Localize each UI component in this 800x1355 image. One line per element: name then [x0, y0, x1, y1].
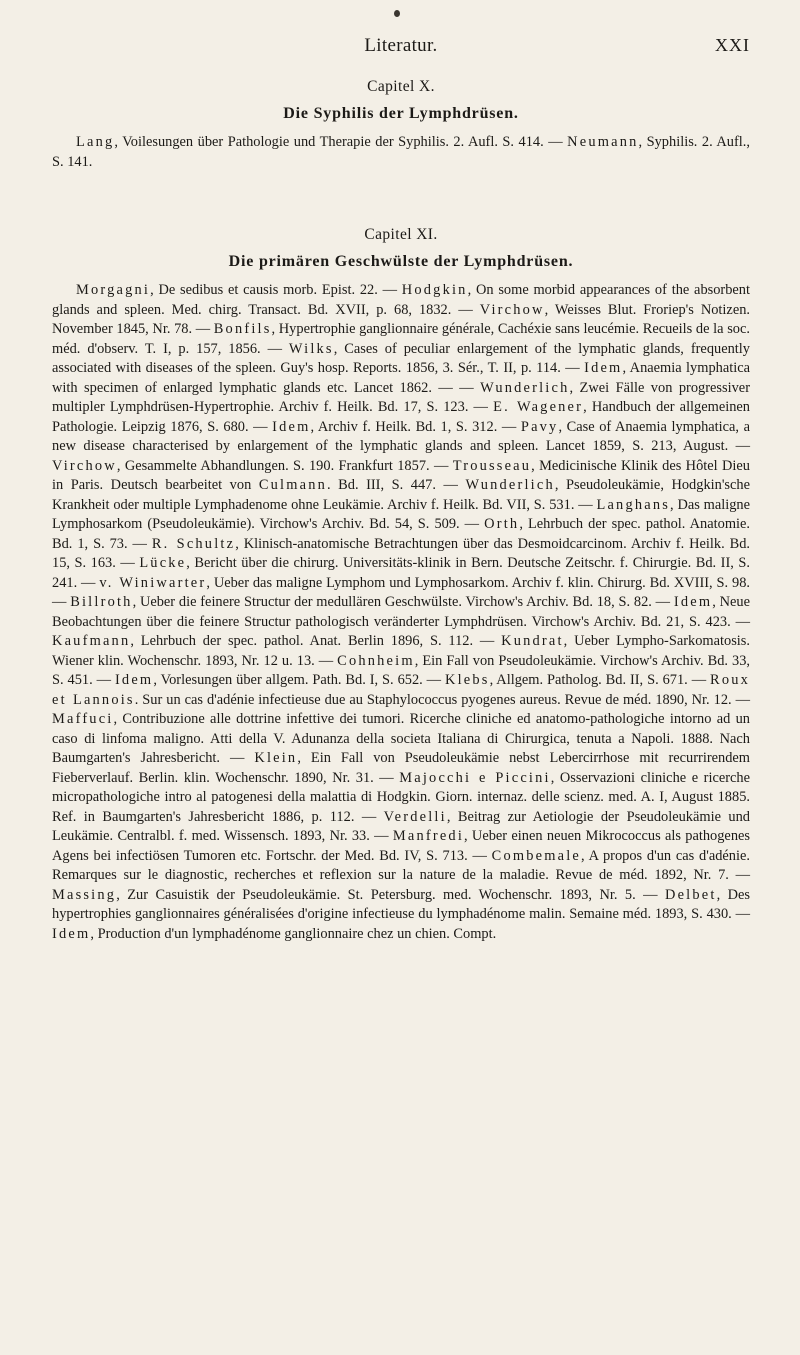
- ref-author: Idem: [272, 418, 311, 435]
- ref-author: Virchow: [479, 301, 545, 318]
- ref-citation: , Ueber Lympho-Sarkomatosis. Wiener klin. Wochenschr. 1893, Nr. 12 u. 13. —: [52, 633, 750, 669]
- ref-author: Klein: [254, 750, 298, 766]
- ref-author: Virchow: [52, 457, 117, 474]
- ref-author: Wunderlich: [465, 477, 555, 493]
- ref-citation: , Medicinische Klinik des Hôtel Dieu in Paris. Deutsch bearbeitet von: [52, 457, 750, 493]
- ref-citation: , Weisses Blut. Froriep's Notizen. November 1845, Nr. 78. —: [52, 301, 750, 337]
- ref-citation: , Pseudoleukämie, Hodgkin'sche Krankheit oder multiple Lymphadenome ohne Leukämie. Archiv f. Heilk. Bd. VII, S. 531. —: [52, 477, 750, 513]
- ref-citation: , Voilesungen über Pathologie und Therapie der Syphilis. 2. Aufl. S. 414. —: [114, 134, 568, 150]
- ref-author: Bonfils: [213, 321, 272, 337]
- ref-citation: , Handbuch der allgemeinen Pathologie. Leipzig 1876, S. 680. —: [52, 399, 750, 435]
- ref-citation: , Zwei Fälle von progressiver multipler Lymphdrüsen-Hypertrophie. Archiv f. Heilk. Bd. 17, S. 123. —: [52, 379, 750, 415]
- ref-citation: . Bd. III, S. 447. —: [327, 477, 466, 493]
- ref-author: Wunderlich: [480, 379, 570, 396]
- ref-author: Verdelli: [383, 808, 447, 825]
- ref-author: Billroth: [70, 594, 133, 610]
- ref-citation: , Bericht über die chirurg. Universitäts-klinik in Bern. Deutsche Zeitschr. f. Chirurgie. Bd. II, S. 241. —: [52, 555, 750, 591]
- ref-citation: , Des hypertrophies ganglionnaires généralisées d'origine infectieuse du lymphadénome malin. Semaine méd. 1893, S. 430. —: [52, 886, 750, 922]
- chapter-title: Die Syphilis der Lymphdrüsen.: [283, 105, 519, 122]
- ref-citation: , Archiv f. Heilk. Bd. 1, S. 312. —: [310, 418, 521, 435]
- ref-author: Cohnheim: [337, 652, 415, 669]
- ref-author: Hodgkin: [401, 282, 468, 298]
- ref-citation: , Ueber das maligne Lymphom und Lymphosarkom. Archiv f. klin. Chirurg. Bd. XVIII, S. 98. —: [52, 574, 750, 610]
- ref-author: Klebs: [445, 672, 490, 688]
- ref-citation: , De sedibus et causis morb. Epist. 22. —: [150, 282, 402, 298]
- reference-list: [52, 281, 750, 944]
- ref-citation: , Lehrbuch der spec. pathol. Anatomie. Bd. 1, S. 73. —: [52, 516, 750, 552]
- reference-list: [52, 133, 750, 172]
- chapter-xi: [52, 200, 750, 944]
- ref-citation: , Allgem. Patholog. Bd. II, S. 671. —: [489, 672, 711, 688]
- ref-author: Idem: [673, 594, 713, 610]
- ref-citation: , Vorlesungen über allgem. Path. Bd. I, S. 652. —: [153, 672, 445, 688]
- chapter-title: Die primären Geschwülste der Lymphdrüsen.: [228, 253, 574, 270]
- ref-citation: , Ueber einen neuen Mikrococcus als pathogenes Agens bei infectiösen Tumoren etc. Fortschr. der Med. Bd. IV, S. 713. —: [52, 828, 751, 864]
- chapter-x: [52, 60, 750, 172]
- ref-citation: , Gesammelte Abhandlungen. S. 190. Frankfurt 1857. —: [116, 457, 453, 474]
- ref-citation: , Neue Beobachtungen über die feinere Structur pathologisch veränderter Lymphdrüsen. Virchow's Archiv. Bd. 21, S. 423. —: [52, 594, 750, 630]
- ref-author: Morgagni: [76, 282, 151, 298]
- ref-author: Pavy: [520, 418, 559, 435]
- ref-citation: , Contribuzione alle dottrine infettive dei tumori. Ricerche cliniche ed anatomo-pathologiche intorno ad un caso di linfoma maligno. Atti della V. Adunanza della societa Italiana di Chirurgica, tenuta a Napoli. 1888. Nach Baumgarten's Jahresbericht. —: [52, 711, 750, 766]
- ref-author: Idem: [52, 925, 91, 942]
- ref-author: E. Wagener: [493, 399, 584, 415]
- ref-author: Massing: [52, 886, 117, 903]
- ref-citation: , Beitrag zur Aetiologie der Pseudoleukämie und Leukämie. Centralbl. f. med. Wissensch. 1893, Nr. 33. —: [52, 808, 750, 844]
- ref-citation: , Syphilis. 2. Aufl., S. 141.: [52, 134, 750, 170]
- ref-citation: , Das maligne Lymphosarkom (Pseudoleukämie). Virchow's Archiv. Bd. 54, S. 509. —: [52, 496, 750, 532]
- page-number: XXI: [715, 35, 750, 55]
- ref-citation: , Production d'un lymphadénome ganglionnaire chez un chien. Compt.: [90, 925, 497, 942]
- ref-citation: , Cases of peculiar enlargement of the lymphatic glands, frequently associated with diseases of the spleen. Guy's hosp. Reports. 1856, 3. Sér., T. II, p. 114. —: [52, 340, 750, 376]
- ref-citation: , Ein Fall von Pseudoleukämie nebst Lebercirrhose mit recurrirendem Fieberverlauf. Berlin. klin. Wochenschr. 1890, Nr. 31. —: [52, 750, 750, 786]
- ref-citation: , Ein Fall von Pseudoleukämie. Virchow's Archiv. Bd. 33, S. 451. —: [52, 652, 750, 688]
- ref-citation: , Case of Anaemia lymphatica, a new disease characterised by enlargement of the lymphatic glands and spleen. Lancet 1859, S. 213, August. —: [52, 418, 750, 454]
- ref-author: Culmann: [258, 477, 327, 493]
- ref-author: Manfredi: [392, 828, 465, 844]
- ref-author: Wilks: [288, 340, 334, 357]
- ref-author: Majocchi e Piccini: [399, 769, 551, 786]
- ref-author: Lücke: [139, 555, 187, 571]
- ref-citation: , On some morbid appearances of the absorbent glands and spleen. Med. chirg. Transact. Bd. XVII, p. 68, 1832. —: [52, 282, 751, 318]
- ref-author: Trousseau: [452, 457, 532, 474]
- ref-author: Lang: [76, 134, 115, 150]
- ref-author: Langhans: [596, 496, 671, 513]
- ref-citation: , Lehrbuch der spec. pathol. Anat. Berlin 1896, S. 112. —: [130, 633, 502, 649]
- ref-author: Orth: [484, 516, 520, 532]
- ref-citation: , A propos d'un cas d'adénie. Remarques sur le diagnostic, recherches et reflexion sur la nature de la maladie. Revue de méd. 1892, Nr. 7. —: [52, 847, 750, 883]
- running-title: Literatur.: [364, 35, 438, 56]
- chapter-label: Capitel XI.: [364, 226, 438, 243]
- ref-author: Delbet: [665, 886, 717, 903]
- ref-citation: , Osservazioni cliniche e ricerche micropathologiche intro al patogenesi della malattia di Hodgkin. Giorn. internaz. delle scienz. med. A. I, August 1885. Ref. in Baumgarten's Jahresbericht 1886, p. 112. —: [52, 769, 751, 825]
- ref-citation: , Anaemia lymphatica with specimen of enlarged lymphatic glands etc. Lancet 1862. — —: [52, 360, 750, 396]
- ref-author: Kundrat: [501, 633, 564, 649]
- ref-author: Roux et Lannois: [52, 672, 750, 708]
- ref-citation: , Hypertrophie ganglionnaire générale, Cachéxie sans leucémie. Recueils de la soc. méd. d'observ. T. I, p. 157, 1856. —: [52, 321, 750, 357]
- ref-author: Maffuci: [52, 711, 114, 727]
- ref-author: R. Schultz: [151, 535, 236, 552]
- ref-citation: , Zur Casuistik der Pseudoleukämie. St. Petersburg. med. Wochenschr. 1893, Nr. 5. —: [116, 886, 665, 903]
- chapter-label: Capitel X.: [367, 78, 435, 95]
- ref-citation: , Klinisch-anatomische Betrachtungen über das Desmoidcarcinom. Archiv f. Heilk. Bd. 15, S. 163. —: [52, 535, 750, 571]
- ref-author: Neumann: [567, 134, 639, 150]
- ref-citation: , Ueber die feinere Structur der medullären Geschwülste. Virchow's Archiv. Bd. 18, S. 82. —: [132, 594, 674, 610]
- running-head: [52, 0, 750, 60]
- ref-author: Kaufmann: [52, 633, 131, 649]
- ref-author: v. Winiwarter: [99, 574, 207, 591]
- ref-citation: . Sur un cas d'adénie infectieuse due au Staphylococcus pyogenes aureus. Revue de méd. 1890, Nr. 12. —: [134, 691, 750, 708]
- ref-author: Idem: [584, 360, 623, 376]
- ref-author: Combemale: [491, 847, 581, 864]
- ref-author: Idem: [114, 672, 154, 688]
